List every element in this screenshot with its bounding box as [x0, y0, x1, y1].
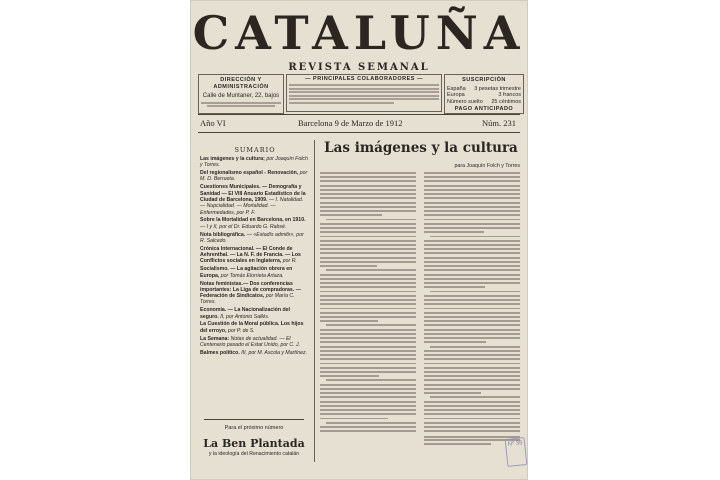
- text-line: [424, 252, 520, 254]
- text-line: [320, 299, 416, 301]
- list-item: Crónica Internacional. — El Conde de Aehrenthal. — La N. F. de Francia. — Los Conflictos sociales en Inglaterra, por R.: [200, 245, 301, 265]
- promo-subtitle: y la ideología del Renacimiento catalán: [208, 451, 300, 457]
- text-line: [424, 223, 520, 225]
- text-line: [424, 316, 520, 318]
- text-line: [424, 282, 520, 284]
- text-line: [424, 231, 484, 233]
- text-line: [424, 324, 520, 326]
- text-line: [320, 316, 416, 318]
- text-line: [424, 422, 520, 424]
- text-line: [424, 375, 520, 377]
- text-line: [424, 278, 520, 280]
- text-line: [326, 219, 416, 221]
- text-line: [424, 430, 520, 432]
- text-line: [320, 358, 416, 360]
- direction-box: [198, 74, 284, 114]
- text-line: [424, 269, 520, 271]
- text-line: [424, 337, 520, 339]
- text-line: [320, 388, 416, 390]
- list-item: Socialismo. — La agitación obrera en Europa, por Tomás Elorrieta Artaza.: [200, 266, 293, 279]
- text-line: [320, 206, 416, 208]
- masthead-subtitle: REVISTA SEMANAL: [288, 62, 430, 73]
- text-line: [326, 269, 416, 271]
- masthead-title: CATALUÑA: [192, 6, 526, 60]
- text-line: [424, 320, 520, 322]
- text-line: [320, 367, 416, 369]
- text-line: [320, 274, 416, 276]
- text-line: [326, 324, 416, 326]
- text-line: [424, 418, 520, 420]
- text-line: [424, 193, 520, 195]
- subscription-heading: SUSCRIPCIÓN: [462, 77, 506, 83]
- header-rule-bottom: [198, 132, 520, 133]
- text-line: [424, 286, 485, 288]
- text-line: [320, 185, 416, 187]
- text-line: [424, 185, 520, 187]
- text-line: [320, 430, 416, 432]
- text-line: [430, 236, 520, 238]
- text-line: [424, 312, 520, 314]
- text-line: [424, 329, 520, 331]
- list-item: La Cuestión de la Moral pública. Los hijos del erroyo, por P. de S.: [200, 321, 304, 334]
- text-line: [424, 371, 520, 373]
- text-line: [424, 219, 520, 221]
- text-line: [320, 363, 416, 365]
- text-line: [320, 396, 416, 398]
- text-line: [424, 244, 520, 246]
- text-line: [430, 346, 520, 348]
- text-line: [424, 240, 520, 242]
- text-line: [320, 278, 416, 280]
- text-line: [424, 206, 520, 208]
- article-column-right: [424, 172, 520, 435]
- text-line: [320, 176, 416, 178]
- list-item: Balmes político. III, por M. Ascola y Martínez.: [200, 349, 308, 356]
- text-line: [424, 257, 520, 259]
- text-line: [424, 392, 481, 394]
- list-item: Las imágenes y la cultura; por Joaquín Folch y Torres.: [200, 156, 308, 169]
- text-line: [320, 333, 416, 335]
- promo-rule: [204, 419, 304, 420]
- text-line: [320, 418, 388, 420]
- text-line: [320, 202, 416, 204]
- text-line: [424, 426, 520, 428]
- text-line: [320, 244, 416, 246]
- text-line: [320, 240, 416, 242]
- list-item: Notas feministas.— Dos conferencias importantes: La Liga de compradoras. — Federación de Sindicatos, por María C. Torres.: [200, 280, 301, 306]
- text-line: [320, 413, 416, 415]
- text-line: [320, 384, 416, 386]
- text-line: [424, 303, 520, 305]
- text-line: [430, 291, 520, 293]
- subscription-row: Número suelto 25 céntimos: [447, 98, 521, 105]
- subscription-footer: PAGO ANTICIPADO: [454, 106, 514, 112]
- text-line: [320, 320, 378, 322]
- text-line: [424, 354, 520, 356]
- text-line: [320, 371, 416, 373]
- text-line: [424, 350, 520, 352]
- direction-address: Calle de Muntaner, 22, bajos: [202, 93, 280, 99]
- text-line: [424, 358, 520, 360]
- text-line: [320, 405, 416, 407]
- text-line: [320, 193, 416, 195]
- text-line: [320, 329, 416, 331]
- text-line: [320, 286, 416, 288]
- text-line: [320, 346, 416, 348]
- text-line: [430, 396, 520, 398]
- text-line: [424, 248, 520, 250]
- text-line: [320, 227, 416, 229]
- text-line: [424, 274, 520, 276]
- text-line: [424, 405, 520, 407]
- text-line: [320, 375, 379, 377]
- library-stamp: Nº 36: [505, 437, 528, 467]
- text-line: [424, 265, 520, 267]
- text-line: [424, 295, 520, 297]
- text-line: [424, 189, 520, 191]
- text-line: [424, 197, 520, 199]
- text-line: [320, 214, 382, 216]
- text-line: [424, 299, 520, 301]
- text-line: [320, 257, 416, 259]
- list-item: Economía. — La Nacionalización del seguro. II, por Antonio Sallés.: [200, 307, 290, 320]
- text-line: [424, 227, 520, 229]
- text-line: [424, 308, 520, 310]
- text-line: [424, 341, 486, 343]
- collaborators-heading: — PRINCIPALES COLABORADORES —: [305, 76, 423, 82]
- header-rule-top: [198, 114, 520, 115]
- text-line: [320, 392, 416, 394]
- text-line: [320, 354, 416, 356]
- text-line: [320, 312, 416, 314]
- text-line: [320, 337, 416, 339]
- subscription-row: Europa 3 francos: [447, 92, 521, 98]
- text-line: [424, 413, 520, 415]
- subscription-row: España 3 pesetas trimestre: [447, 85, 521, 92]
- text-line: [320, 303, 416, 305]
- text-line: [424, 210, 520, 212]
- text-line: [320, 265, 377, 267]
- text-line: [320, 189, 416, 191]
- text-line: [424, 261, 520, 263]
- article-byline: para Joaquín Folch y Torres: [454, 163, 520, 169]
- text-line: [424, 172, 520, 174]
- article-column-left: [320, 172, 416, 435]
- article-title: Las imágenes y la cultura: [324, 140, 518, 156]
- text-line: [320, 231, 416, 233]
- list-item: Nota bibliográfica. — «Estadís admitir», por R. Salcedo.: [200, 231, 304, 244]
- text-line: [320, 341, 416, 343]
- text-line: [424, 379, 520, 381]
- sumario-list: [200, 156, 308, 358]
- text-line: [424, 176, 520, 178]
- text-line: [320, 426, 416, 428]
- text-line: [320, 252, 416, 254]
- text-line: [326, 379, 416, 381]
- text-line: [320, 172, 416, 174]
- text-line: [424, 388, 520, 390]
- direction-heading: DIRECCIÓN Y ADMINISTRACIÓN: [213, 77, 269, 90]
- text-line: [320, 401, 416, 403]
- collaborators-box: [286, 74, 442, 112]
- column-divider: [314, 140, 315, 462]
- text-line: [326, 422, 416, 424]
- text-line: [320, 210, 416, 212]
- text-line: [320, 291, 416, 293]
- collaborators-list: [289, 84, 439, 104]
- issue-place-date: Barcelona 9 de Marzo de 1912: [298, 118, 403, 128]
- issue-year: Año VI: [200, 118, 226, 128]
- promo-label: Para el próximo número: [224, 425, 284, 431]
- text-line: [424, 401, 520, 403]
- text-line: [424, 409, 520, 411]
- text-line: [320, 236, 416, 238]
- list-item: Del regionalismo español - Renovación, por M. D. Berrueta.: [200, 170, 308, 183]
- text-line: [320, 350, 416, 352]
- text-line: [424, 180, 520, 182]
- newspaper-page: [190, 0, 528, 480]
- text-line: [320, 223, 416, 225]
- direction-fine-print: [201, 102, 281, 108]
- text-line: [424, 333, 520, 335]
- text-line: [320, 409, 416, 411]
- text-line: [424, 367, 520, 369]
- text-line: [424, 202, 520, 204]
- subscription-box: [444, 74, 524, 114]
- text-line: [320, 261, 416, 263]
- issue-number: Núm. 231: [482, 118, 516, 128]
- text-line: [424, 214, 520, 216]
- text-line: [320, 308, 416, 310]
- text-line: [320, 295, 416, 297]
- text-line: [320, 282, 416, 284]
- sumario-heading: SUMARIO: [234, 146, 276, 154]
- text-line: [320, 197, 416, 199]
- text-line: [320, 180, 416, 182]
- next-issue-promo: [200, 425, 308, 457]
- text-line: [424, 384, 520, 386]
- text-line: [320, 248, 416, 250]
- list-item: La Semana: Notas de actualidad. — El Centenario pasado el Estat Unido, por C. J.: [200, 335, 301, 348]
- list-item: Sobre la Mortalidad en Barcelona, en 1910. — I y II, por el Dr. Eduardo G. Rabsé.: [200, 217, 306, 230]
- list-item: Cuestiones Municipales. — Demografía y Sanidad — El VIII Anuario Estadístico de la Ciudad de Barcelona, 1909. — I. Natalidad. — Nupcialidad. — Mortalidad. — Enfermedades, por P. F.: [200, 184, 306, 216]
- promo-title: La Ben Plantada: [203, 437, 305, 450]
- text-line: [424, 363, 520, 365]
